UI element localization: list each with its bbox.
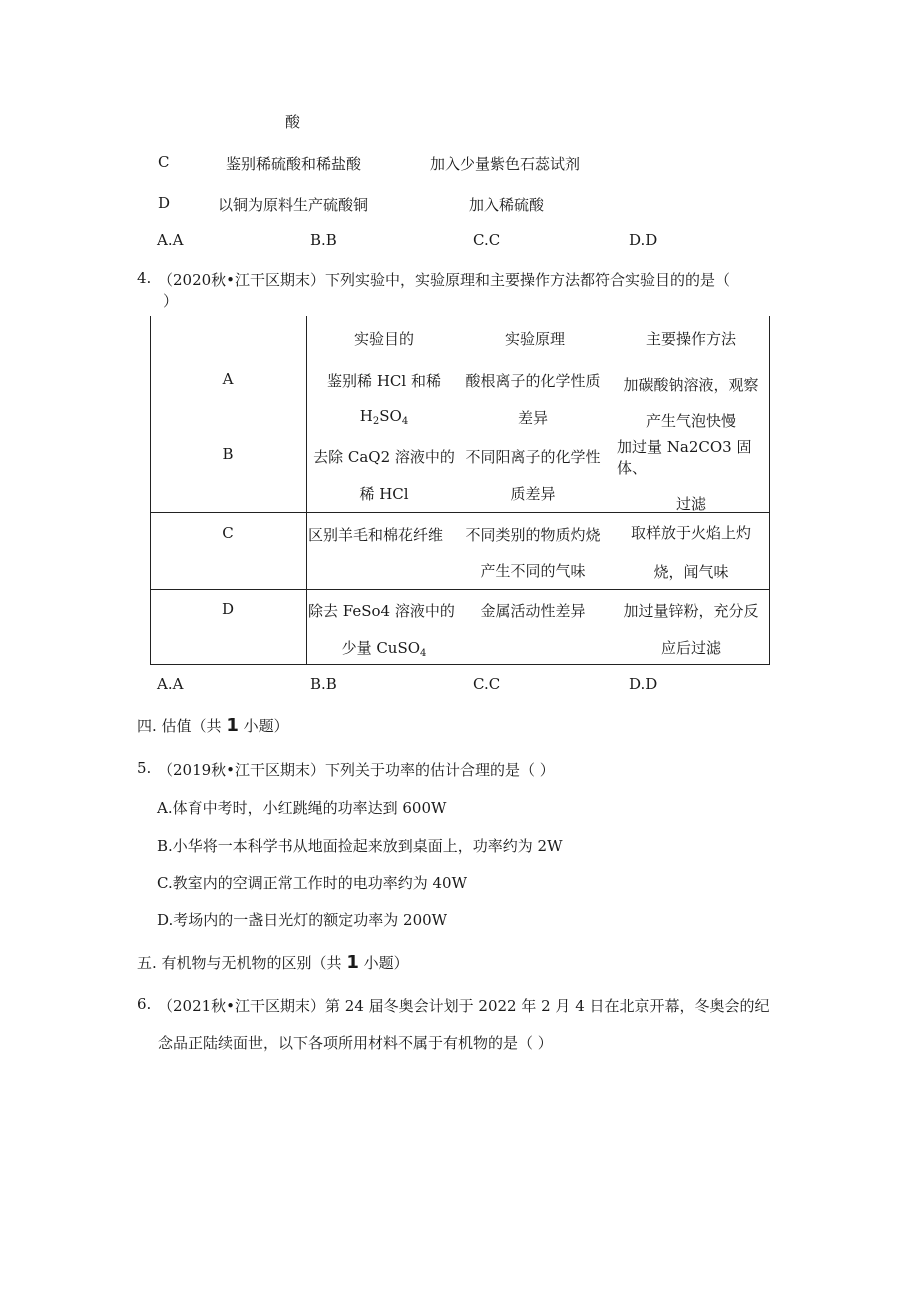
q4-option-d[interactable]: D.D xyxy=(629,675,658,693)
row-b-principle-2: 质差异 xyxy=(510,485,556,503)
table-header-purpose: 实验目的 xyxy=(353,330,414,348)
row-a-principle-2: 差异 xyxy=(517,409,548,427)
row-c-principle-2: 产生不同的气味 xyxy=(480,562,586,580)
row-c-method-1: 取样放于火焰上灼 xyxy=(630,524,751,542)
prev-option-d[interactable]: D.D xyxy=(629,231,658,249)
q5-stem: （2019秋•江干区期末）下列关于功率的估计合理的是（ ） xyxy=(158,761,555,779)
prev-option-a[interactable]: A.A xyxy=(157,231,184,249)
row-a-purpose-2: $H_2SO_4$ xyxy=(359,407,409,427)
section-5-title: 五. 有机物与无机物的区别（共 1 小题） xyxy=(137,952,409,973)
row-b-method-3: 过滤 xyxy=(675,495,706,513)
row-a-label: A xyxy=(222,370,234,388)
table-row-divider-2 xyxy=(150,589,770,590)
prev-row-d-label: D xyxy=(158,194,171,212)
q5-option-d[interactable]: D.考场内的一盏日光灯的额定功率为 200W xyxy=(157,911,448,929)
prev-option-b[interactable]: B.B xyxy=(310,231,337,249)
q4-option-c[interactable]: C.C xyxy=(473,675,501,693)
row-a-purpose-1: 鉴别稀 HCl 和稀 xyxy=(327,372,441,390)
prev-row-c-label: C xyxy=(158,153,170,171)
table-header-method: 主要操作方法 xyxy=(645,330,736,348)
row-b-method-1: 加过量 Na2CO3 固 xyxy=(617,438,752,456)
q4-option-a[interactable]: A.A xyxy=(157,675,184,693)
row-a-method-1: 加碳酸钠溶液，观察 xyxy=(623,376,759,394)
row-b-purpose-2: 稀 HCl xyxy=(359,485,409,503)
row-b-method-2: 体、 xyxy=(617,459,648,477)
prev-row-d-method: 加入稀硫酸 xyxy=(469,196,545,214)
row-d-method-2: 应后过滤 xyxy=(660,639,721,657)
row-b-label: B xyxy=(222,445,234,463)
q4-option-b[interactable]: B.B xyxy=(310,675,337,693)
q5-option-c[interactable]: C.教室内的空调正常工作时的电功率约为 40W xyxy=(157,874,467,892)
section-4-title: 四. 估值（共 1 小题） xyxy=(137,715,289,736)
row-d-principle-1: 金属活动性差异 xyxy=(480,602,586,620)
q4-stem-line1: （2020秋•江干区期末）下列实验中，实验原理和主要操作方法都符合实验目的的是（ xyxy=(158,271,731,289)
prev-row-d-purpose: 以铜为原料生产硫酸铜 xyxy=(218,196,369,214)
prev-row-c-method: 加入少量紫色石蕊试剂 xyxy=(430,155,581,173)
row-d-label: D xyxy=(221,600,235,618)
q4-number: 4. xyxy=(137,269,152,287)
row-c-principle-1: 不同类别的物质灼烧 xyxy=(465,526,601,544)
row-a-principle-1: 酸根离子的化学性质 xyxy=(465,372,601,390)
q6-number: 6. xyxy=(137,995,152,1013)
row-c-method-2: 烧，闻气味 xyxy=(653,563,729,581)
q4-stem-line2: ） xyxy=(163,292,179,310)
prev-row-c-purpose: 鉴别稀硫酸和稀盐酸 xyxy=(226,155,362,173)
row-b-principle-1: 不同阳离子的化学性 xyxy=(465,448,601,466)
row-c-purpose-1: 区别羊毛和棉花纤维 xyxy=(308,526,444,544)
row-c-label: C xyxy=(222,524,234,542)
q5-option-a[interactable]: A.体育中考时，小红跳绳的功率达到 600W xyxy=(157,799,447,817)
row-d-purpose-2: 少量 CuSO$_4$ xyxy=(341,639,427,659)
q6-stem-line1: （2021秋•江干区期末）第 24 届冬奥会计划于 2022 年 2 月 4 日在北京开幕，冬奥会的纪 xyxy=(158,997,770,1015)
prev-option-c[interactable]: C.C xyxy=(473,231,501,249)
q5-number: 5. xyxy=(137,759,152,777)
prev-acid-tail: 酸 xyxy=(285,113,301,131)
q5-option-b[interactable]: B.小华将一本科学书从地面捡起来放到桌面上，功率约为 2W xyxy=(157,837,563,855)
table-bottom-border xyxy=(150,664,770,665)
row-b-purpose-1: 去除 CaQ2 溶液中的 xyxy=(313,448,455,466)
row-a-method-2: 产生气泡快慢 xyxy=(645,412,736,430)
q6-stem-line2: 念品正陆续面世，以下各项所用材料不属于有机物的是（ ） xyxy=(158,1034,553,1052)
row-d-method-1: 加过量锌粉，充分反 xyxy=(623,602,759,620)
table-header-principle: 实验原理 xyxy=(504,330,565,348)
row-d-purpose-1: 除去 FeSo4 溶液中的 xyxy=(308,602,455,620)
